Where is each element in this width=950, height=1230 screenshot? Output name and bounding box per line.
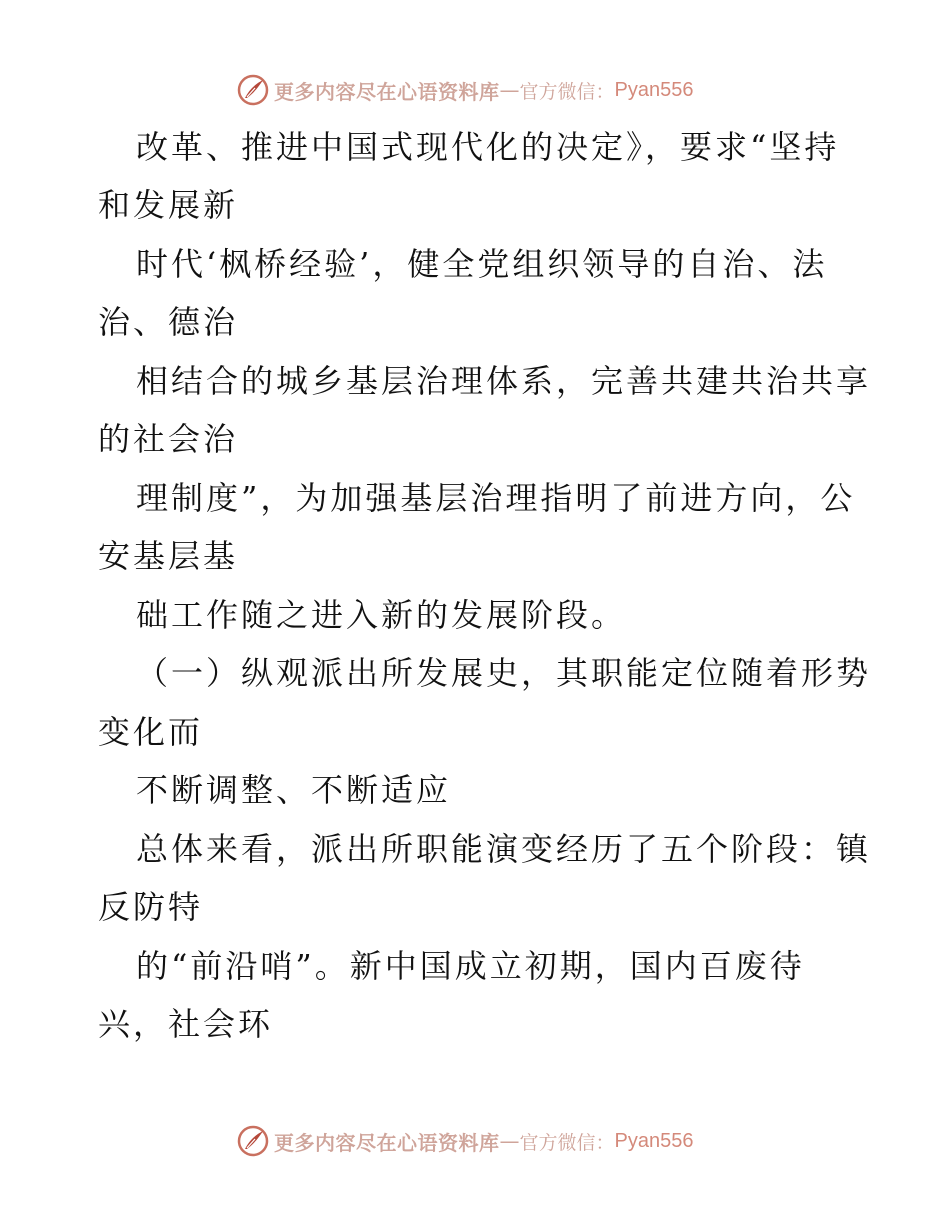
footer-watermark (236, 1123, 693, 1159)
watermark-separator: — (499, 78, 520, 102)
body-line: 础工作随之进入新的发展阶段。 (136, 596, 627, 634)
watermark-wechat-label: 官方微信： (519, 80, 615, 103)
header-watermark (236, 72, 693, 108)
body-line: 改革、推进中国式现代化的决定》，要求“坚持 (136, 128, 840, 166)
body-line: 相结合的城乡基层治理体系，完善共建共治共享 (136, 362, 872, 400)
section-heading: 变化而 (98, 713, 204, 751)
watermark-site-text: 更多内容尽在心语资料库 (274, 79, 500, 104)
body-line: 兴，社会环 (98, 1005, 274, 1043)
body-line: 反防特 (98, 888, 204, 926)
watermark-wechat-id: Pyan556 (614, 1129, 694, 1152)
body-line: 总体来看，派出所职能演变经历了五个阶段：镇 (136, 830, 872, 868)
body-line: 时代‘枫桥经验’，健全党组织领导的自治、法 (136, 245, 828, 283)
body-line: 理制度”，为加强基层治理指明了前进方向，公 (136, 479, 856, 517)
body-line: 安基层基 (98, 537, 239, 575)
body-line: 的“前沿哨”。新中国成立初期，国内百废待 (136, 947, 805, 985)
body-line: 治、德治 (98, 303, 239, 341)
body-line: 和发展新 (98, 186, 239, 224)
body-line: 的社会治 (98, 420, 239, 458)
watermark-separator: — (499, 1129, 520, 1153)
quill-pen-logo-icon (236, 1124, 270, 1158)
section-heading: （一）纵观派出所发展史，其职能定位随着形势 (136, 654, 872, 692)
section-heading: 不断调整、不断适应 (136, 771, 452, 809)
watermark-site-text: 更多内容尽在心语资料库 (274, 1130, 500, 1155)
watermark-wechat-label: 官方微信： (519, 1131, 615, 1154)
watermark-wechat-id: Pyan556 (614, 78, 694, 101)
quill-pen-logo-icon (236, 73, 270, 107)
